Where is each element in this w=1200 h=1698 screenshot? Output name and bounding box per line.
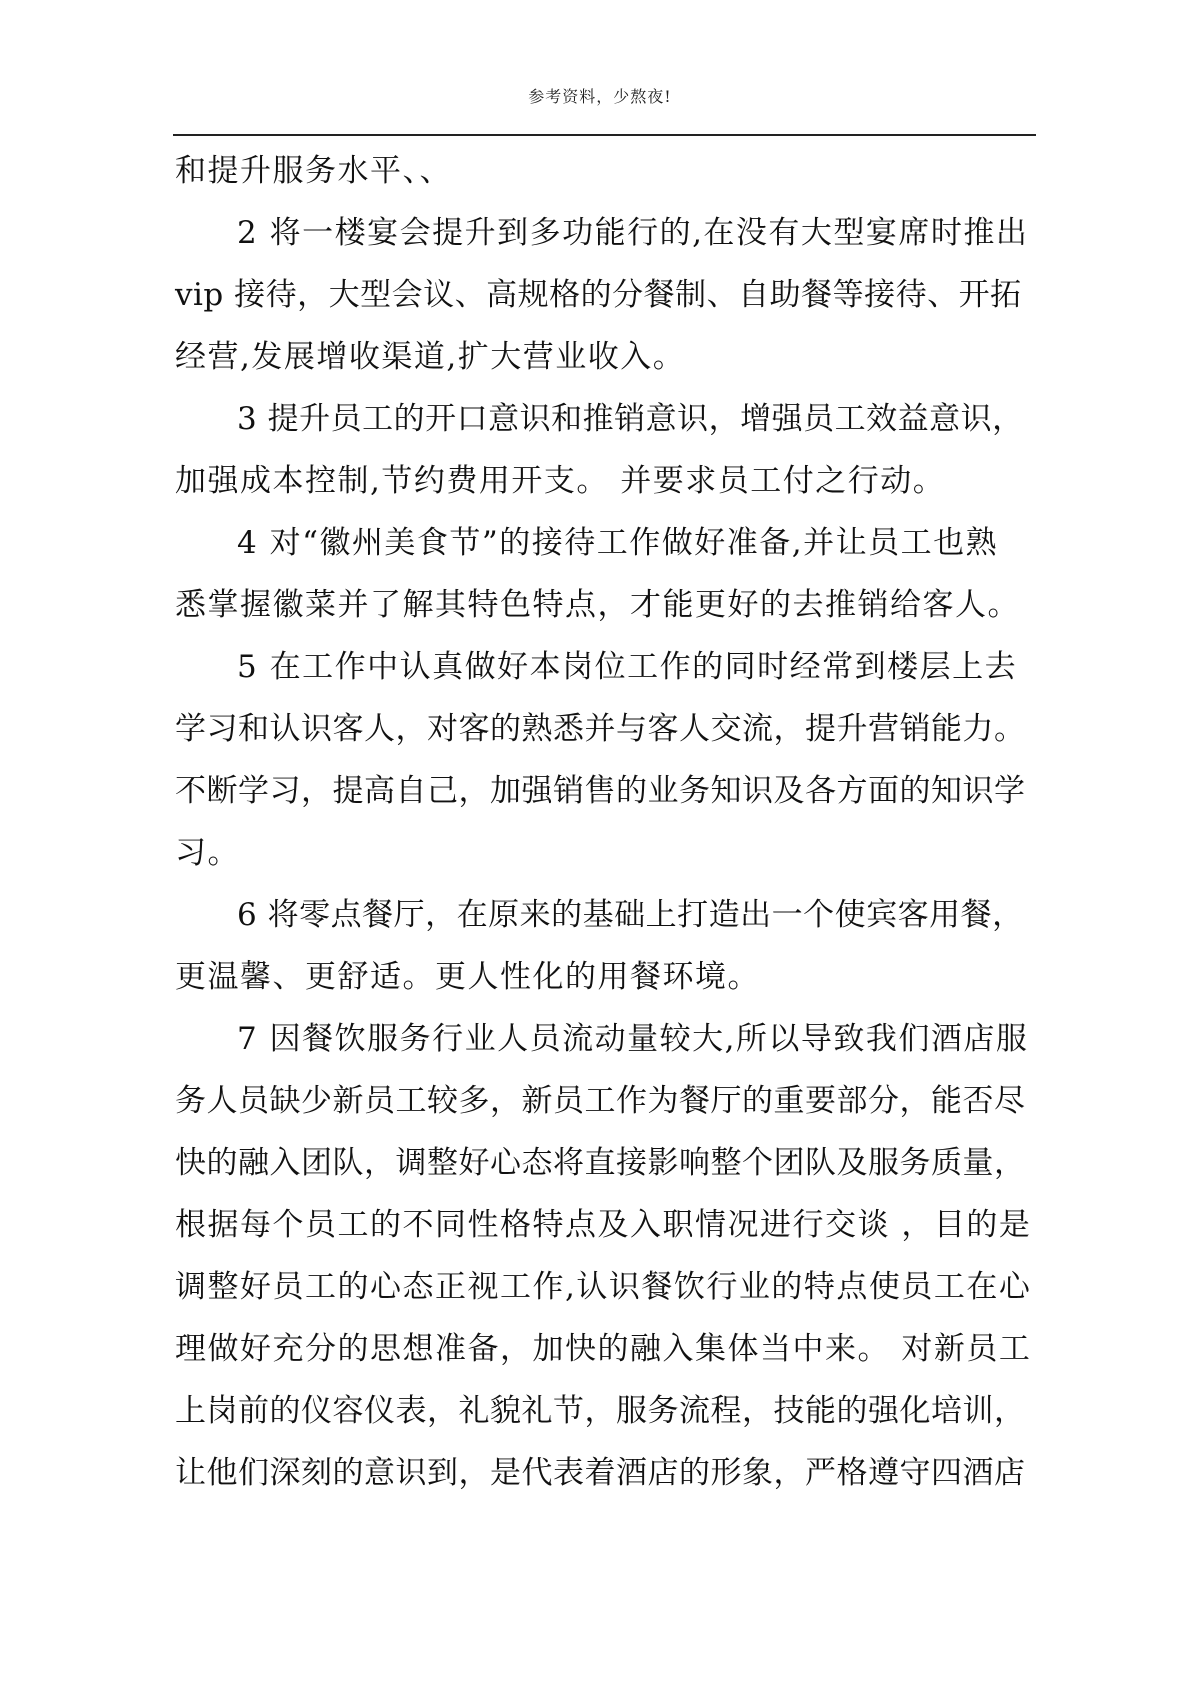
- text-line: 学习和认识客人，对客的熟悉并与客人交流，提升营销能力。: [175, 711, 1026, 747]
- text-line: 理做好充分的思想准备，加快的融入集体当中来。 对新员工: [175, 1331, 1032, 1367]
- document-body: [175, 140, 1035, 1504]
- text-line: 经营,发展增收渠道,扩大营业收入。: [175, 339, 686, 375]
- text-line: 悉掌握徽菜并了解其特色特点，才能更好的去推销给客人。: [175, 587, 1020, 623]
- text-line: 2 将一楼宴会提升到多功能行的,在没有大型宴席时推出: [237, 215, 1029, 251]
- header-divider: [173, 134, 1036, 136]
- text-line: 快的融入团队，调整好心态将直接影响整个团队及服务质量，: [175, 1145, 1026, 1181]
- text-line: 更温馨、更舒适。更人性化的用餐环境。: [175, 959, 760, 995]
- text-line: 根据每个员工的不同性格特点及入职情况进行交谈 ，目的是: [175, 1207, 1032, 1243]
- page-header: 参考资料，少熬夜!: [528, 87, 672, 106]
- text-line: 上岗前的仪容仪表，礼貌礼节，服务流程，技能的强化培训，: [175, 1393, 1026, 1429]
- text-line: 加强成本控制,节约费用开支。 并要求员工付之行动。: [175, 463, 946, 499]
- text-line: vip 接待，大型会议、高规格的分餐制、自助餐等接待、开拓: [175, 277, 1022, 313]
- text-line: 6 将零点餐厅，在原来的基础上打造出一个使宾客用餐，: [237, 897, 1024, 933]
- text-line: 务人员缺少新员工较多，新员工作为餐厅的重要部分，能否尽: [175, 1083, 1026, 1119]
- text-line: 3 提升员工的开口意识和推销意识，增强员工效益意识，: [237, 401, 1024, 437]
- text-line: 4 对“徽州美食节”的接待工作做好准备,并让员工也熟: [237, 525, 999, 561]
- text-line: 不断学习，提高自己，加强销售的业务知识及各方面的知识学: [175, 773, 1026, 809]
- text-line: 习。: [175, 835, 240, 871]
- text-line: 让他们深刻的意识到，是代表着酒店的形象，严格遵守四酒店: [175, 1455, 1026, 1491]
- text-line: 5 在工作中认真做好本岗位工作的同时经常到楼层上去: [237, 649, 1018, 685]
- text-line: 调整好员工的心态正视工作,认识餐饮行业的特点使员工在心: [175, 1269, 1032, 1305]
- text-line: 和提升服务水平、、: [175, 153, 452, 189]
- text-line: 7 因餐饮服务行业人员流动量较大,所以导致我们酒店服: [237, 1021, 1029, 1057]
